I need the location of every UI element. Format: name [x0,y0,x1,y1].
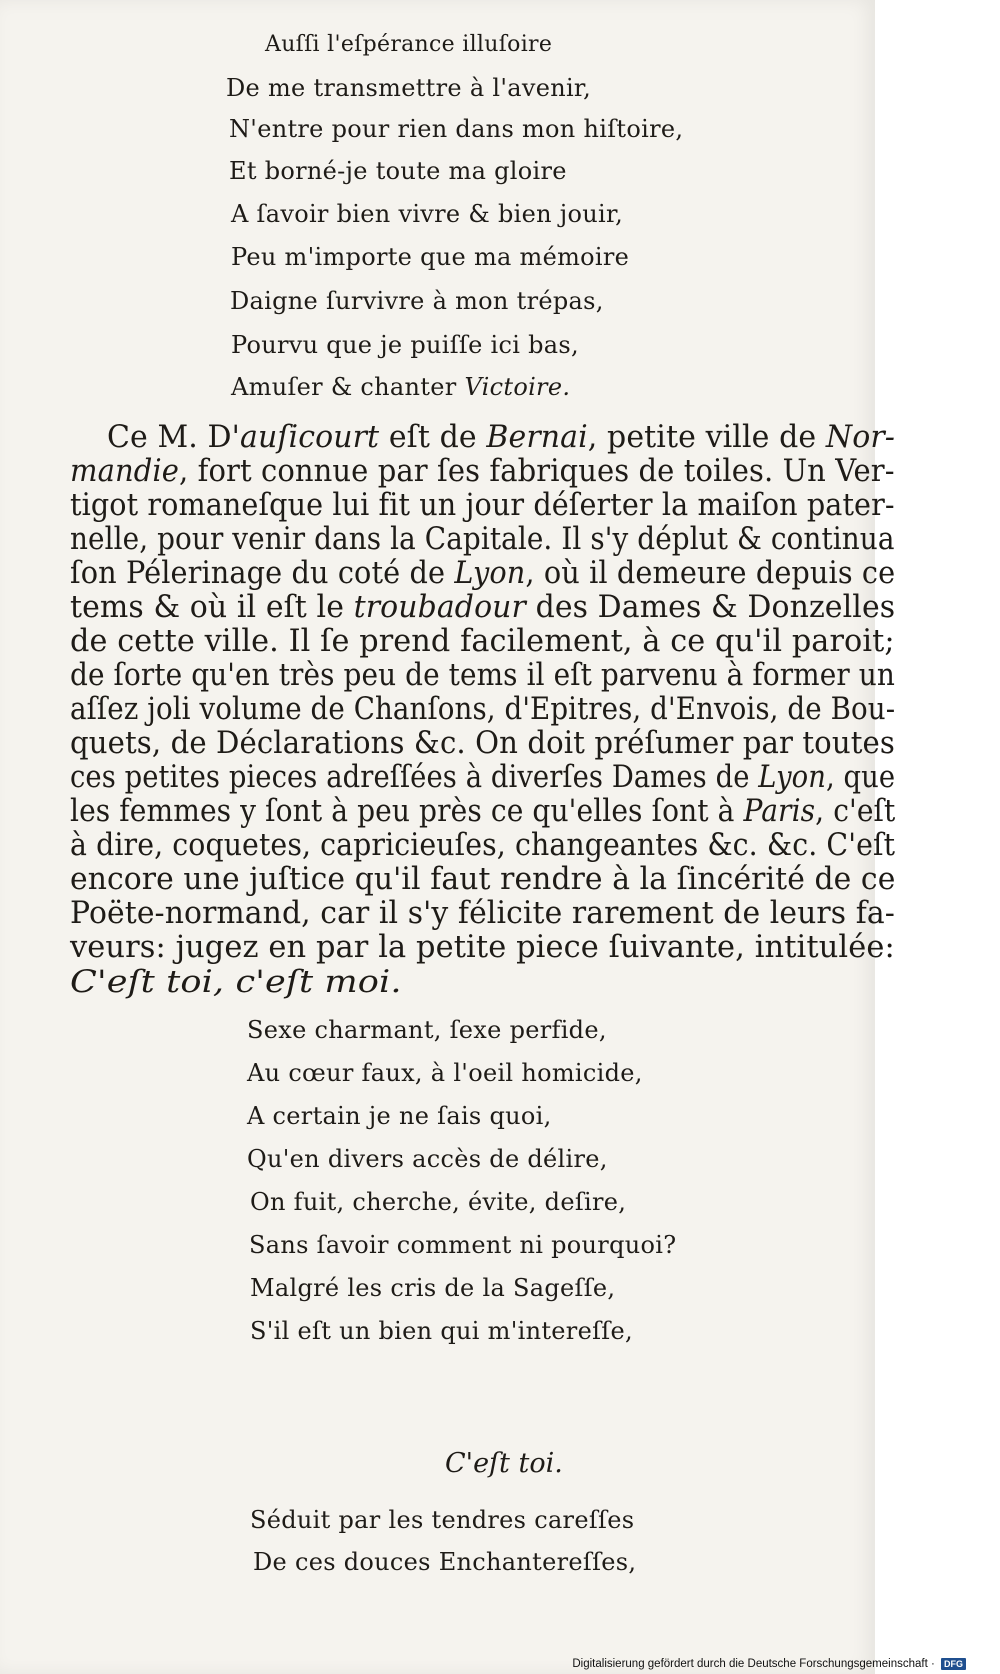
prose-text: , fort connue par ſes fabriques de toiles. Un Ver- [179,454,895,489]
proper-name: auſicourt [239,420,380,455]
prose-text: , où il demeure depuis ce [525,556,896,591]
verse-line: N'entre pour rien dans mon hiſtoire, [229,115,684,143]
prose-line: de ſorte qu'en très peu de tems il eſt parvenu à former un [70,658,895,693]
prose-line: encore une juſtice qu'il faut rendre à la ſincérité de ce [70,862,896,897]
verse-emphasis: Victoire. [464,373,571,401]
place-name: Bernai [486,420,588,455]
prose-text: Ce M. D' [107,420,240,455]
prose-line [70,590,895,625]
prose-text: des Dames & Donzelles [525,590,896,625]
verse-line: Au cœur faux, à l'oeil homicide, [247,1059,643,1087]
verse-line: Sans ſavoir comment ni pourquoi? [249,1231,677,1259]
verse-line: De me transmettre à l'avenir, [226,74,591,102]
prose-text: , que [825,760,896,795]
prose-text: , petite ville de [587,420,826,455]
prose-line: de cette ville. Il ſe prend facilement, à ce qu'il paroit; [70,624,895,659]
prose-text: eſt de [379,420,487,455]
emphasis: troubadour [353,590,526,625]
verse-line: Pourvu que je puiſſe ici bas, [231,331,579,359]
prose-line: quets, de Déclarations &c. On doit préſumer par toutes [70,726,895,761]
prose-line [70,454,895,489]
place-name: Nor- [825,420,895,455]
prose-text: tems & où il eſt le [70,590,354,625]
prose-line [70,556,895,591]
verse-line: Malgré les cris de la Sageſſe, [250,1274,616,1302]
prose-line [70,794,895,829]
verse-line: Sexe charmant, ſexe perfide, [247,1016,607,1044]
verse-line: On fuit, cherche, évite, deſire, [250,1188,627,1216]
place-name: mandie [70,454,180,489]
place-name: Lyon [454,556,526,591]
verse-line: A certain je ne ſais quoi, [247,1102,552,1130]
verse-line: Qu'en divers accès de délire, [247,1145,608,1173]
verse-line: Peu m'importe que ma mémoire [231,243,630,271]
poem-title: C'eſt toi, c'eſt moi. [70,965,402,1000]
place-name: Paris [743,794,816,829]
verse-line: Et borné-je toute ma gloire [229,157,567,185]
verse-line: S'il eſt un bien qui m'intereſſe, [250,1317,633,1345]
prose-line: Poëte-normand, car il s'y félicite rarement de leurs fa- [70,896,895,931]
prose-text: , c'eſt [815,794,896,829]
prose-line: tigot romaneſque lui fit un jour déſerter la maiſon pater- [70,488,895,523]
verse-line: Auſſi l'eſpérance illuſoire [265,32,553,57]
prose-line [107,420,895,455]
prose-line: à dire, coquetes, capricieuſes, changeantes &c. &c. C'eſt [70,828,896,863]
digitization-credit [572,1658,966,1670]
prose-line: aſſez joli volume de Chanſons, d'Epitres, d'Envois, de Bou- [70,692,896,727]
verse-text: Amuſer & chanter [231,373,465,401]
prose-line: nelle, pour venir dans la Capitale. Il s'y déplut & continua [70,522,895,557]
prose-text: ſon Pélerinage du coté de [70,556,455,591]
verse-line: Daigne ſurvivre à mon trépas, [230,287,604,315]
verse-line [231,373,570,401]
dfg-logo-icon: DFG [941,1658,966,1670]
verse-line: De ces douces Enchantereſſes, [253,1548,637,1576]
prose-text: ces petites pieces adreſſées à diverſes Dames de [70,760,759,795]
place-name: Lyon [758,760,826,795]
credit-text: Digitalisierung gefördert durch die Deutsche Forschungsgemeinschaft · [572,1658,935,1670]
prose-text: les femmes y ſont à peu près ce qu'elles ſont à [70,794,744,829]
refrain: C'eſt toi. [445,1448,563,1479]
prose-line [70,760,895,795]
verse-line: Séduit par les tendres careſſes [250,1506,635,1534]
prose-line: veurs: jugez en par la petite piece ſuivante, intitulée: [70,930,895,965]
verse-line: A ſavoir bien vivre & bien jouir, [231,200,624,228]
